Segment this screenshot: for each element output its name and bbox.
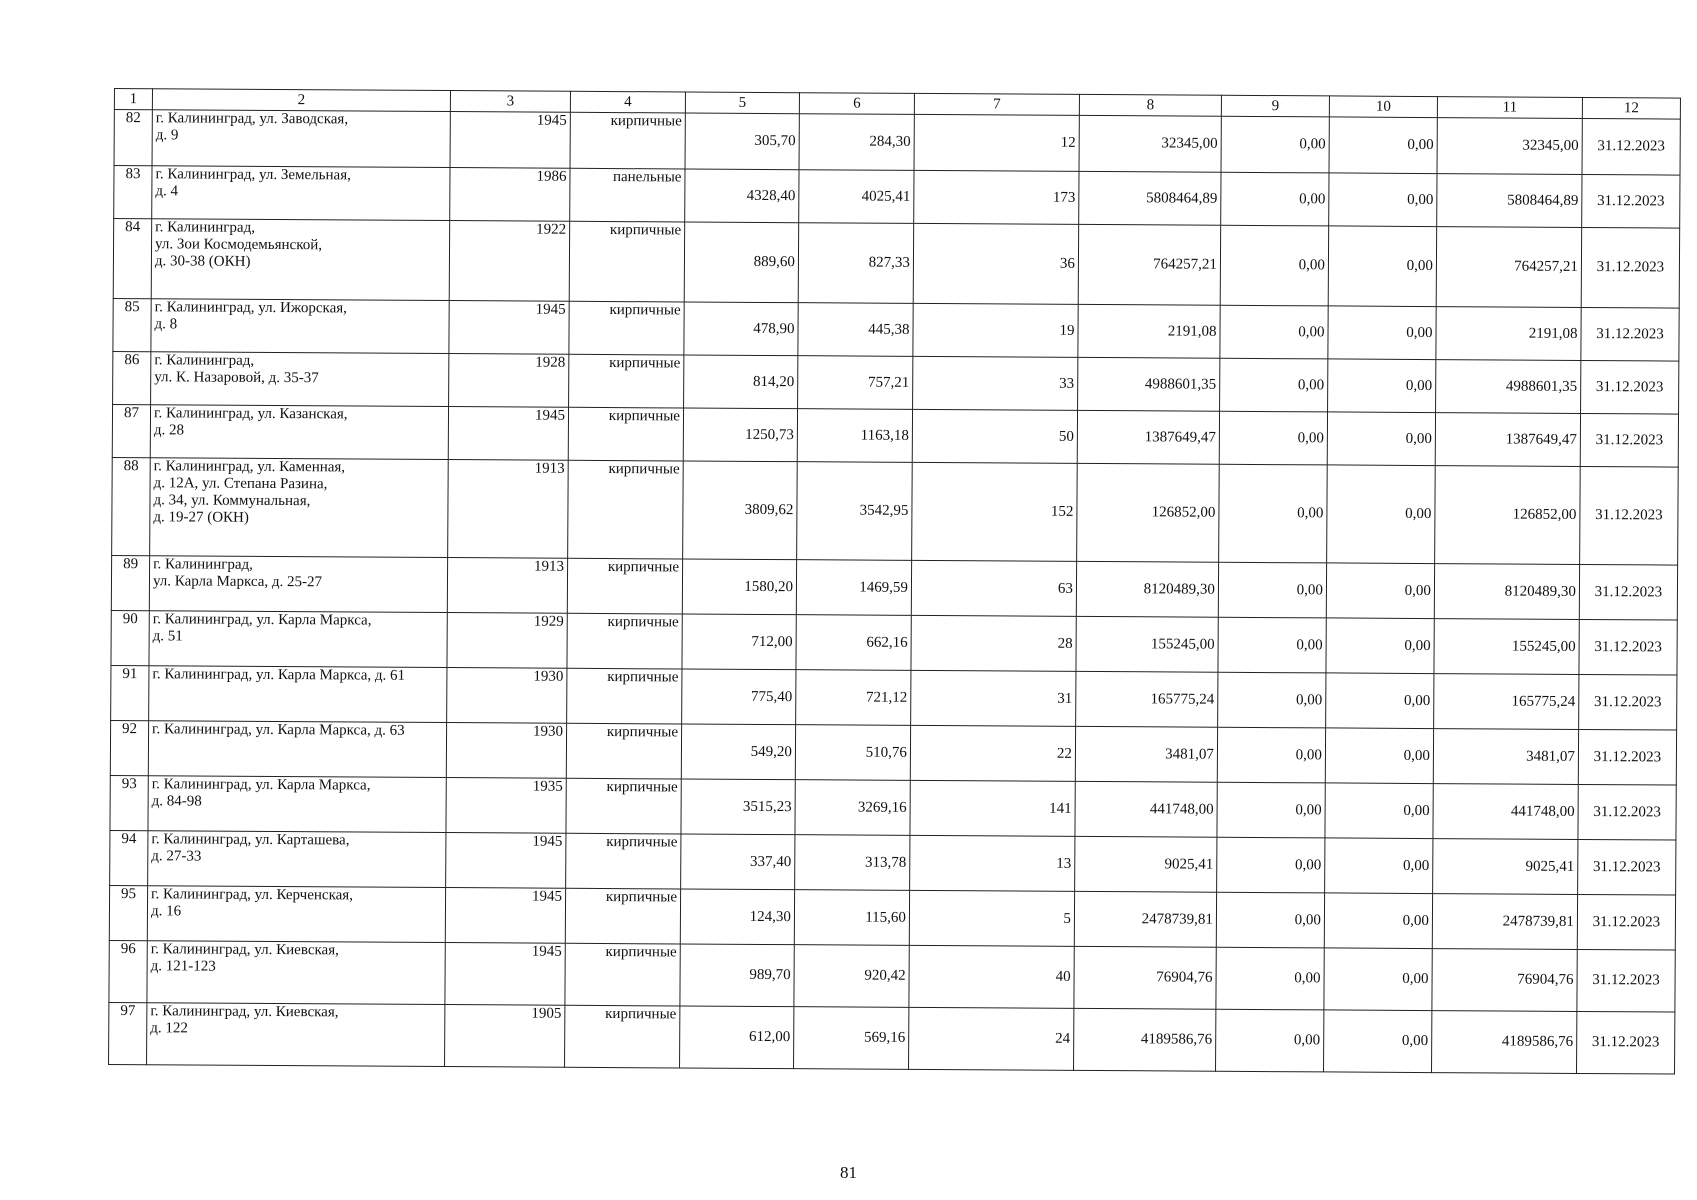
- year-cell: 1930: [446, 723, 566, 779]
- year-cell: 1930: [447, 668, 567, 724]
- value-col9-cell: 0,00: [1218, 562, 1326, 618]
- value-col10-cell: 0,00: [1329, 117, 1437, 174]
- residents-cell: 36: [913, 223, 1078, 304]
- header-cell: 9: [1221, 95, 1329, 117]
- address-line: г. Калининград, ул. Заводская,: [155, 110, 349, 128]
- table-row: [114, 166, 1680, 229]
- cost-cell: 2191,08: [1078, 304, 1220, 358]
- header-cell: 1: [114, 89, 152, 110]
- address-cell: [152, 166, 450, 221]
- row-number-cell: 84: [113, 219, 151, 299]
- residents-cell: 141: [910, 780, 1075, 836]
- year-cell: 1945: [446, 833, 566, 889]
- year-cell: 1945: [445, 943, 565, 1006]
- wall-material-cell: кирпичные: [566, 833, 681, 889]
- table-row: [111, 665, 1677, 730]
- year-cell: 1922: [449, 221, 569, 302]
- address-line: д. 19-27 (ОКН): [153, 509, 249, 526]
- total-cost-cell: 9025,41: [1433, 839, 1578, 895]
- area-total-cell: 775,40: [682, 669, 796, 725]
- address-line: г. Калининград, ул. Карла Маркса,: [151, 776, 371, 794]
- value-col10-cell: 0,00: [1325, 783, 1433, 839]
- address-line: д. 16: [150, 903, 182, 920]
- row-number-cell: 97: [109, 1002, 147, 1064]
- page-number: 81: [840, 1163, 857, 1182]
- total-cost-cell: 3481,07: [1433, 729, 1578, 785]
- date-cell: 31.12.2023: [1579, 564, 1677, 620]
- table-row: [110, 830, 1676, 895]
- wall-material-cell: кирпичные: [568, 407, 683, 461]
- address-line: г. Калининград, ул. Ижорская,: [154, 299, 347, 317]
- address-line: г. Калининград, ул. Карла Маркса,: [152, 611, 372, 629]
- date-cell: 31.12.2023: [1579, 674, 1677, 730]
- header-cell: 12: [1582, 97, 1680, 119]
- cost-cell: 764257,21: [1078, 224, 1220, 305]
- value-col9-cell: 0,00: [1221, 172, 1329, 226]
- year-cell: 1928: [449, 354, 569, 408]
- cost-cell: 5808464,89: [1079, 171, 1221, 225]
- value-col10-cell: 0,00: [1325, 838, 1433, 894]
- table-row: [109, 940, 1675, 1012]
- residents-cell: 33: [913, 356, 1078, 410]
- address-cell: [151, 352, 449, 407]
- value-col10-cell: 0,00: [1327, 412, 1435, 466]
- value-col10-cell: 0,00: [1326, 673, 1434, 729]
- total-cost-cell: 8120489,30: [1434, 564, 1579, 620]
- total-cost-cell: 126852,00: [1435, 466, 1581, 565]
- area-total-cell: 989,70: [680, 944, 794, 1007]
- address-line: д. 12А, ул. Степана Разина,: [153, 475, 328, 493]
- address-line: г. Калининград, ул. Казанская,: [153, 405, 348, 423]
- area-total-cell: 612,00: [680, 1006, 794, 1069]
- table-row: [114, 110, 1680, 176]
- residents-cell: 24: [909, 1007, 1074, 1070]
- wall-material-cell: кирпичные: [570, 112, 685, 169]
- table-row: [113, 298, 1679, 361]
- address-line: г. Калининград, ул. Керченская,: [151, 886, 354, 904]
- address-cell: [151, 299, 449, 354]
- address-line: д. 9: [155, 127, 179, 144]
- total-cost-cell: 165775,24: [1434, 674, 1579, 730]
- wall-material-cell: кирпичные: [567, 613, 682, 669]
- value-col9-cell: 0,00: [1218, 617, 1326, 673]
- cost-cell: 126852,00: [1077, 463, 1220, 562]
- value-col10-cell: 0,00: [1328, 359, 1436, 413]
- value-col9-cell: 0,00: [1217, 782, 1325, 838]
- cost-cell: 441748,00: [1075, 781, 1217, 837]
- area-living-cell: 569,16: [794, 1007, 909, 1070]
- address-cell: [149, 666, 447, 723]
- total-cost-cell: 2478739,81: [1432, 894, 1577, 950]
- residents-cell: 40: [909, 945, 1074, 1008]
- area-living-cell: 510,76: [795, 725, 910, 781]
- area-living-cell: 4025,41: [799, 170, 914, 224]
- wall-material-cell: кирпичные: [567, 558, 682, 614]
- value-col9-cell: 0,00: [1220, 305, 1328, 359]
- wall-material-cell: кирпичные: [565, 1005, 680, 1068]
- year-cell: 1929: [447, 613, 567, 669]
- wall-material-cell: кирпичные: [565, 943, 680, 1006]
- area-total-cell: 478,90: [684, 302, 798, 356]
- row-number-cell: 90: [111, 610, 149, 665]
- area-living-cell: 115,60: [794, 890, 909, 946]
- value-col10-cell: 0,00: [1324, 893, 1432, 949]
- year-cell: 1913: [447, 558, 567, 614]
- value-col10-cell: 0,00: [1329, 173, 1437, 227]
- date-cell: 31.12.2023: [1577, 949, 1675, 1012]
- row-number-cell: 95: [109, 885, 147, 940]
- area-total-cell: 549,20: [681, 724, 795, 780]
- total-cost-cell: 1387649,47: [1435, 413, 1580, 467]
- table-row: [110, 775, 1676, 840]
- area-living-cell: 757,21: [798, 356, 913, 410]
- address-line: д. 27-33: [151, 848, 202, 865]
- wall-material-cell: панельные: [570, 168, 685, 222]
- row-number-cell: 88: [112, 457, 151, 555]
- value-col9-cell: 0,00: [1220, 225, 1328, 306]
- header-cell: 6: [799, 93, 914, 115]
- value-col9-cell: 0,00: [1218, 672, 1326, 728]
- area-total-cell: 889,60: [684, 222, 798, 303]
- date-cell: 31.12.2023: [1577, 1011, 1675, 1074]
- total-cost-cell: 155245,00: [1434, 619, 1579, 675]
- row-number-cell: 82: [114, 110, 152, 166]
- table-row: [109, 885, 1675, 950]
- total-cost-cell: 4988601,35: [1436, 360, 1581, 414]
- area-total-cell: 305,70: [685, 113, 799, 170]
- value-col10-cell: 0,00: [1324, 1010, 1432, 1073]
- header-cell: 3: [450, 91, 570, 113]
- address-line: д. 28: [153, 422, 185, 439]
- area-living-cell: 313,78: [795, 835, 910, 891]
- value-col10-cell: 0,00: [1328, 226, 1436, 307]
- date-cell: 31.12.2023: [1581, 307, 1679, 361]
- row-number-cell: 96: [109, 940, 147, 1002]
- header-cell: 8: [1079, 94, 1221, 116]
- cost-cell: 32345,00: [1079, 115, 1221, 172]
- residents-cell: 63: [911, 560, 1076, 616]
- wall-material-cell: кирпичные: [565, 888, 680, 944]
- area-living-cell: 920,42: [794, 945, 909, 1008]
- value-col10-cell: 0,00: [1327, 465, 1436, 564]
- address-line: д. 84-98: [151, 793, 202, 810]
- table-row: [112, 404, 1678, 467]
- address-line: г. Калининград, ул. Карла Маркса, д. 63: [152, 721, 405, 739]
- year-cell: 1905: [445, 1005, 565, 1068]
- residents-cell: 5: [909, 890, 1074, 946]
- address-cell: [151, 219, 449, 301]
- address-line: ул. Зои Космодемьянской,: [154, 236, 323, 254]
- cost-cell: 4988601,35: [1078, 357, 1220, 411]
- area-total-cell: 337,40: [681, 834, 795, 890]
- address-line: д. 51: [152, 628, 183, 645]
- address-line: г. Калининград,: [154, 352, 255, 369]
- address-line: д. 34, ул. Коммунальная,: [153, 492, 311, 510]
- area-total-cell: 3515,23: [681, 779, 795, 835]
- year-cell: 1945: [449, 301, 569, 355]
- cost-cell: 165775,24: [1076, 671, 1218, 727]
- total-cost-cell: 764257,21: [1436, 227, 1581, 308]
- total-cost-cell: 5808464,89: [1437, 174, 1582, 228]
- address-line: г. Калининград, ул. Земельная,: [155, 166, 351, 184]
- value-col10-cell: 0,00: [1324, 948, 1432, 1011]
- value-col9-cell: 0,00: [1219, 411, 1327, 465]
- residents-cell: 50: [912, 409, 1077, 463]
- row-number-cell: 93: [110, 775, 148, 830]
- date-cell: 31.12.2023: [1581, 227, 1679, 308]
- address-cell: [149, 556, 447, 613]
- wall-material-cell: кирпичные: [567, 668, 682, 724]
- address-cell: [150, 458, 449, 558]
- header-cell: 7: [914, 93, 1079, 115]
- value-col9-cell: 0,00: [1216, 892, 1324, 948]
- address-line: г. Калининград,: [153, 556, 253, 573]
- cost-cell: 2478739,81: [1074, 891, 1216, 947]
- total-cost-cell: 4189586,76: [1432, 1011, 1577, 1074]
- row-number-cell: 87: [112, 404, 150, 457]
- table-row: [113, 351, 1679, 414]
- residents-cell: 31: [911, 670, 1076, 726]
- area-total-cell: 124,30: [680, 889, 794, 945]
- cost-cell: 1387649,47: [1077, 410, 1219, 464]
- value-col9-cell: 0,00: [1217, 837, 1325, 893]
- address-line: г. Калининград, ул. Киевская,: [150, 941, 339, 959]
- row-number-cell: 83: [114, 166, 152, 219]
- date-cell: 31.12.2023: [1581, 360, 1679, 414]
- address-cell: [150, 405, 448, 460]
- value-col10-cell: 0,00: [1325, 728, 1433, 784]
- value-col10-cell: 0,00: [1326, 618, 1434, 674]
- address-line: ул. К. Назаровой, д. 35-37: [154, 369, 319, 387]
- address-cell: [152, 110, 450, 168]
- area-living-cell: 1469,59: [796, 560, 911, 616]
- year-cell: 1945: [445, 888, 565, 944]
- address-cell: [148, 831, 446, 888]
- header-cell: 5: [685, 92, 799, 114]
- area-total-cell: 814,20: [684, 355, 798, 409]
- table-row: [110, 720, 1676, 785]
- total-cost-cell: 32345,00: [1437, 118, 1582, 175]
- area-living-cell: 721,12: [796, 670, 911, 726]
- row-number-cell: 91: [111, 665, 149, 720]
- address-cell: [148, 721, 446, 778]
- year-cell: 1935: [446, 778, 566, 834]
- cost-cell: 8120489,30: [1076, 561, 1218, 617]
- table-row: [111, 555, 1677, 620]
- address-cell: [147, 941, 445, 1005]
- year-cell: 1945: [450, 112, 570, 169]
- area-living-cell: 3269,16: [795, 780, 910, 836]
- value-col9-cell: 0,00: [1221, 116, 1329, 173]
- table-row: [112, 457, 1679, 565]
- address-line: д. 121-123: [150, 958, 216, 975]
- header-cell: 10: [1329, 96, 1437, 118]
- header-cell: 2: [152, 89, 450, 112]
- value-col9-cell: 0,00: [1219, 464, 1328, 563]
- area-living-cell: 827,33: [798, 223, 913, 304]
- total-cost-cell: 441748,00: [1433, 784, 1578, 840]
- address-line: д. 4: [155, 183, 179, 200]
- area-total-cell: 712,00: [682, 614, 796, 670]
- cost-cell: 4189586,76: [1074, 1008, 1216, 1071]
- row-number-cell: 86: [113, 351, 151, 404]
- date-cell: 31.12.2023: [1578, 729, 1676, 785]
- row-number-cell: 92: [110, 720, 148, 775]
- wall-material-cell: кирпичные: [569, 301, 684, 355]
- address-line: г. Калининград, ул. Карла Маркса, д. 61: [152, 666, 406, 684]
- address-line: ул. Карла Маркса, д. 25-27: [152, 573, 323, 591]
- address-line: д. 8: [154, 316, 178, 333]
- residents-cell: 13: [910, 835, 1075, 891]
- address-line: д. 122: [150, 1020, 188, 1037]
- address-line: г. Калининград, ул. Каменная,: [153, 458, 346, 476]
- table-row: [109, 1002, 1675, 1074]
- value-col9-cell: 0,00: [1216, 947, 1324, 1010]
- header-cell: 4: [570, 91, 685, 113]
- row-number-cell: 94: [110, 830, 148, 885]
- cost-cell: 155245,00: [1076, 616, 1218, 672]
- value-col10-cell: 0,00: [1328, 306, 1436, 360]
- year-cell: 1913: [448, 460, 569, 559]
- address-line: г. Калининград, ул. Киевская,: [150, 1003, 339, 1021]
- area-living-cell: 3542,95: [797, 462, 913, 561]
- date-cell: 31.12.2023: [1577, 894, 1675, 950]
- residents-cell: 22: [910, 725, 1075, 781]
- total-cost-cell: 76904,76: [1432, 949, 1577, 1012]
- area-total-cell: 1580,20: [682, 559, 796, 615]
- date-cell: 31.12.2023: [1582, 174, 1680, 228]
- area-total-cell: 1250,73: [683, 408, 797, 462]
- table-row: [111, 610, 1677, 675]
- value-col9-cell: 0,00: [1220, 358, 1328, 412]
- address-cell: [147, 1003, 445, 1067]
- row-number-cell: 85: [113, 298, 151, 351]
- cost-cell: 76904,76: [1074, 946, 1216, 1009]
- year-cell: 1945: [448, 407, 568, 461]
- value-col9-cell: 0,00: [1216, 1009, 1324, 1072]
- value-col10-cell: 0,00: [1326, 563, 1434, 619]
- date-cell: 31.12.2023: [1582, 118, 1680, 175]
- area-living-cell: 662,16: [796, 615, 911, 671]
- address-line: д. 30-38 (ОКН): [154, 253, 251, 270]
- value-col9-cell: 0,00: [1217, 727, 1325, 783]
- wall-material-cell: кирпичные: [568, 460, 684, 559]
- year-cell: 1986: [450, 168, 570, 222]
- wall-material-cell: кирпичные: [569, 354, 684, 408]
- housing-register-table: [108, 88, 1681, 1075]
- residents-cell: 152: [912, 462, 1078, 561]
- address-line: г. Калининград, ул. Карташева,: [151, 831, 350, 849]
- area-total-cell: 4328,40: [685, 169, 799, 223]
- area-living-cell: 284,30: [799, 114, 914, 171]
- residents-cell: 28: [911, 615, 1076, 671]
- table-body: [109, 110, 1681, 1075]
- address-cell: [149, 611, 447, 668]
- date-cell: 31.12.2023: [1580, 466, 1679, 565]
- address-cell: [147, 886, 445, 943]
- date-cell: 31.12.2023: [1578, 784, 1676, 840]
- cost-cell: 3481,07: [1075, 726, 1217, 782]
- address-line: г. Калининград,: [155, 219, 256, 236]
- area-total-cell: 3809,62: [683, 461, 798, 560]
- wall-material-cell: кирпичные: [566, 723, 681, 779]
- total-cost-cell: 2191,08: [1436, 307, 1581, 361]
- cost-cell: 9025,41: [1075, 836, 1217, 892]
- date-cell: 31.12.2023: [1579, 619, 1677, 675]
- date-cell: 31.12.2023: [1580, 413, 1678, 467]
- residents-cell: 19: [913, 303, 1078, 357]
- table-row: [113, 219, 1679, 309]
- address-cell: [148, 776, 446, 833]
- area-living-cell: 445,38: [798, 303, 913, 357]
- header-cell: 11: [1437, 97, 1582, 119]
- area-living-cell: 1163,18: [797, 409, 912, 463]
- residents-cell: 173: [914, 170, 1079, 224]
- wall-material-cell: кирпичные: [569, 221, 684, 302]
- wall-material-cell: кирпичные: [566, 778, 681, 834]
- row-number-cell: 89: [111, 555, 149, 610]
- residents-cell: 12: [914, 114, 1079, 171]
- date-cell: 31.12.2023: [1578, 839, 1676, 895]
